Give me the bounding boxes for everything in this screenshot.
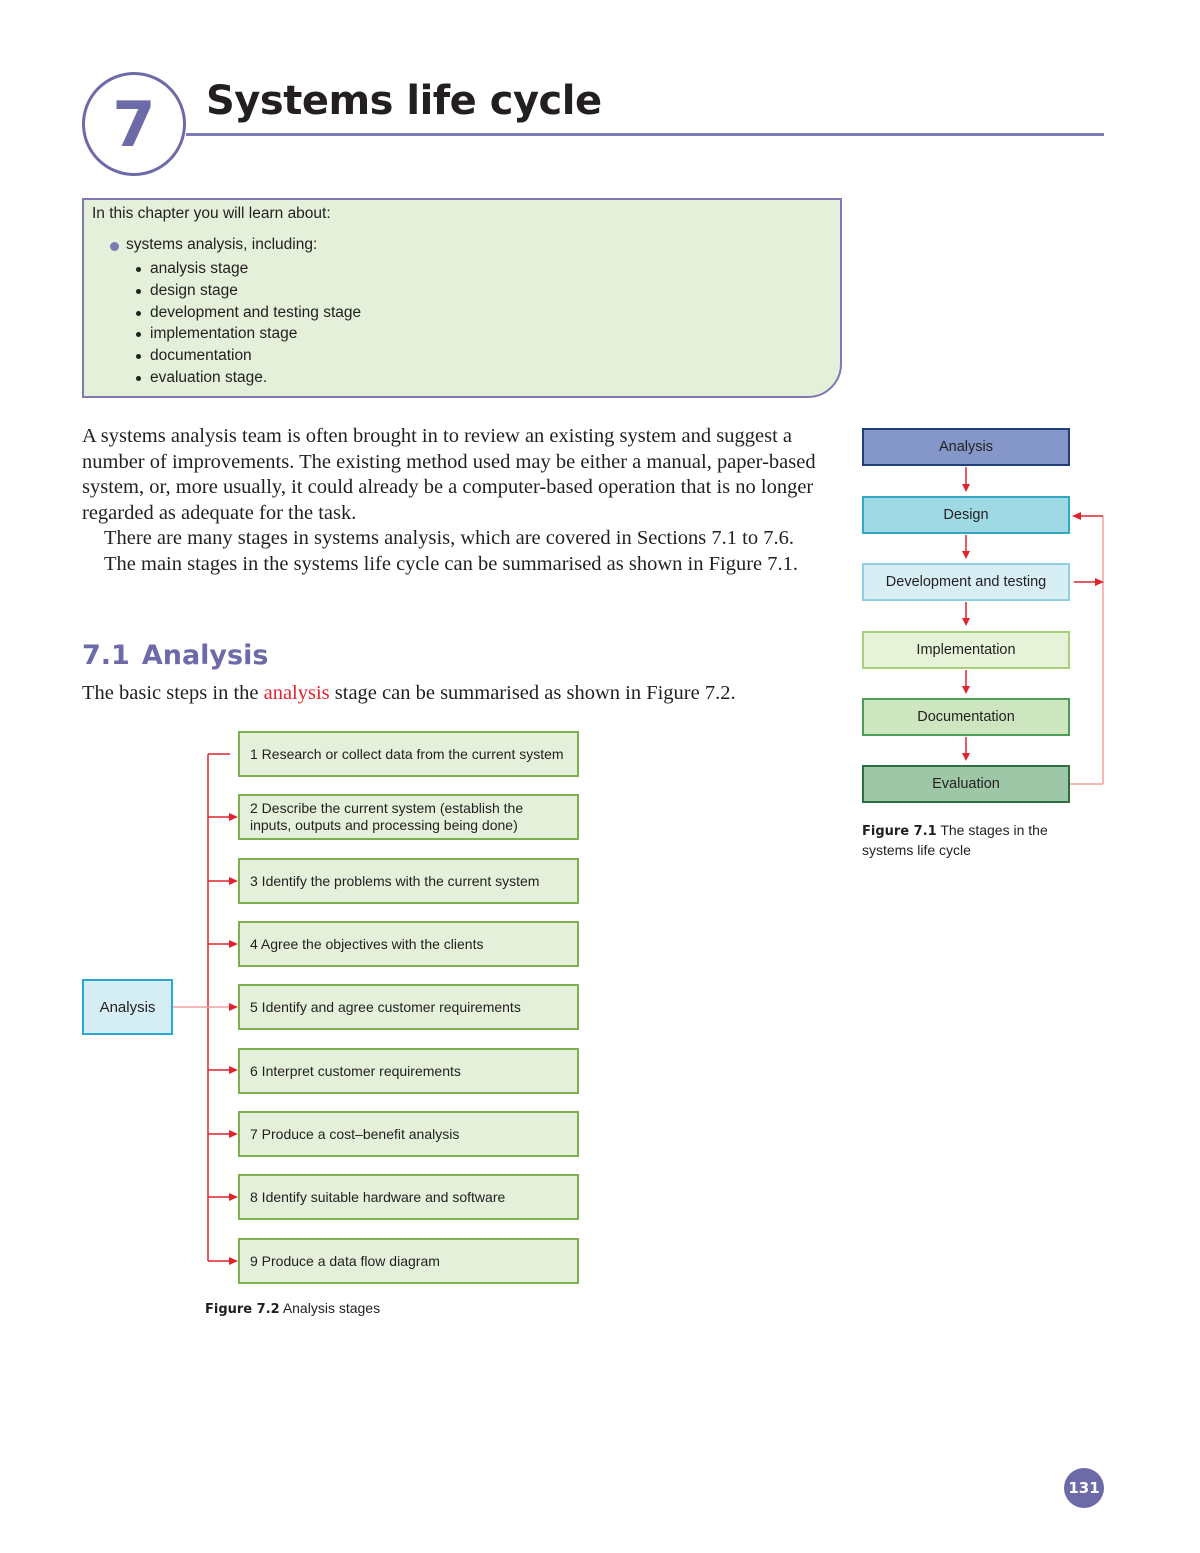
analysis-step <box>238 858 579 904</box>
analysis-root-box: Analysis <box>82 979 173 1035</box>
stage-label: Development and testing <box>885 574 1047 590</box>
lifecycle-stage-documentation <box>862 698 1070 736</box>
step-label: 9 Produce a data flow diagram <box>250 1252 440 1269</box>
stage-label: Documentation <box>917 709 1015 725</box>
lifecycle-stage-analysis <box>862 428 1070 466</box>
learning-intro: In this chapter you will learn about: <box>92 205 331 222</box>
step-label: 2 Describe the current system (establish the inputs, outputs and processing being done) <box>250 800 524 833</box>
figure-7-2-caption <box>205 1299 380 1319</box>
analysis-step <box>238 921 579 967</box>
step-label: 6 Interpret customer requirements <box>250 1062 461 1079</box>
step-label: 4 Agree the objectives with the clients <box>250 935 484 952</box>
figure-7-1-caption <box>862 821 1062 860</box>
analysis-step <box>238 794 579 840</box>
caption-label: Figure 7.1 <box>862 824 937 839</box>
paragraph: There are many stages in systems analysis, which are covered in Sections 7.1 to 7.6. <box>104 527 794 550</box>
stage-label: Implementation <box>916 642 1016 658</box>
caption-text: Analysis stages <box>282 1300 381 1316</box>
glossary-keyword: analysis <box>263 682 330 704</box>
body-text <box>82 424 822 578</box>
chapter-title: Systems life cycle <box>206 78 602 124</box>
stage-label: Evaluation <box>932 776 1000 792</box>
step-label: 3 Identify the problems with the current system <box>250 872 540 889</box>
figure-7-1-connectors <box>860 420 1110 820</box>
step-label: 1 Research or collect data from the current system <box>250 745 564 762</box>
paragraph: The main stages in the systems life cycle can be summarised as shown in Figure 7.1. <box>104 552 798 575</box>
step-label: 5 Identify and agree customer requirements <box>250 998 521 1015</box>
section-text-after: stage can be summarised as shown in Figure 7.2. <box>334 682 736 704</box>
analysis-step <box>238 1111 579 1157</box>
caption-text: The stages in the systems life cycle <box>862 822 1048 858</box>
section-text-before: The basic steps in the <box>82 682 259 704</box>
stage-label: Analysis <box>939 439 993 455</box>
section-text <box>82 682 842 705</box>
caption-label: Figure 7.2 <box>205 1302 280 1317</box>
step-label: 7 Produce a cost–benefit analysis <box>250 1125 460 1142</box>
list-item: analysis stage <box>136 258 832 280</box>
list-item: documentation <box>136 345 832 367</box>
learning-objectives-box <box>82 198 842 398</box>
stage-label: Design <box>943 507 989 523</box>
analysis-step <box>238 731 579 777</box>
list-item: design stage <box>136 280 832 302</box>
analysis-step <box>238 1174 579 1220</box>
lifecycle-stage-development <box>862 563 1070 601</box>
section-number: 7.1 <box>82 640 130 671</box>
list-item: development and testing stage <box>136 302 832 324</box>
learning-sub-list <box>92 258 832 389</box>
analysis-step <box>238 1238 579 1284</box>
section-heading <box>82 640 268 671</box>
title-rule <box>186 133 1104 136</box>
paragraph: A systems analysis team is often brought in to review an existing system and suggest a number of improvements. The existing method used may be either a manual, paper-based system, or, more usually, it could already be a computer-based operation that is no longer regarded as adequate for the task. <box>82 425 816 524</box>
analysis-step <box>238 1048 579 1094</box>
list-item: evaluation stage. <box>136 367 832 389</box>
lifecycle-stage-implementation <box>862 631 1070 669</box>
learning-main-bullet: systems analysis, including: <box>108 236 832 254</box>
page-number: 131 <box>1064 1468 1104 1508</box>
list-item: implementation stage <box>136 323 832 345</box>
section-title: Analysis <box>141 640 269 671</box>
analysis-step <box>238 984 579 1030</box>
lifecycle-stage-evaluation <box>862 765 1070 803</box>
lifecycle-stage-design <box>862 496 1070 534</box>
chapter-number-badge: 7 <box>82 72 186 176</box>
step-label: 8 Identify suitable hardware and software <box>250 1188 506 1205</box>
